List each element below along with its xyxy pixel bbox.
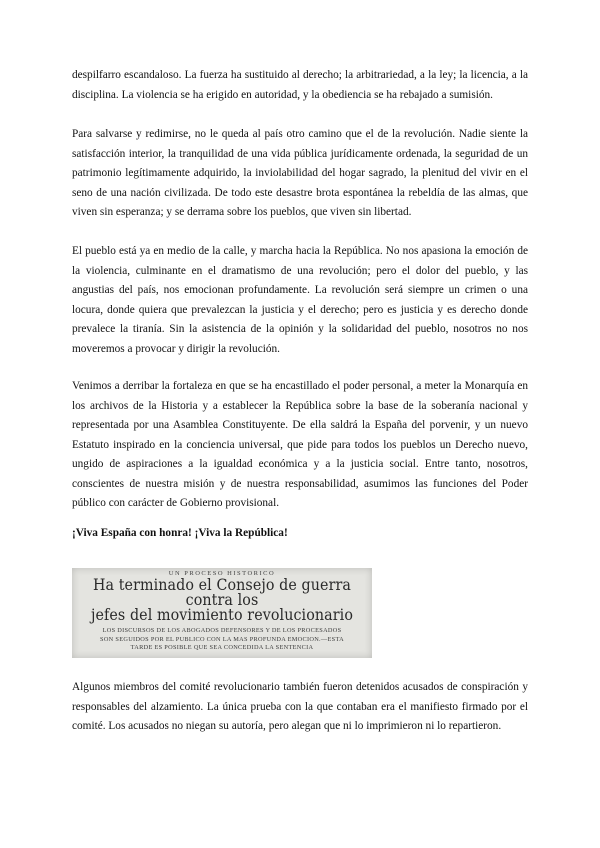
paragraph-pueblo-calle: El pueblo está ya en medio de la calle, y marcha hacia la República. No nos apasiona la emoción de la violencia, culminante en el dramatismo de una revolución; pero el dolor del pueblo, y las angustias del país, nos emocionan profundamente. La revolución será siempre un crimen o una locura, donde quiera que prevalezcan la justicia y el derecho; pero es justicia y es derecho donde prevalece la tiranía. Sin la asistencia de la opinión y la solidaridad del pueblo, nosotros no nos moveremos a provocar y dirigir la revolución. <box>72 245 528 355</box>
clipping-body-line3: TARDE ES POSIBLE QUE SEA CONCEDIDA LA SENTENCIA <box>130 644 314 651</box>
clipping-headline <box>84 578 360 623</box>
paragraph-disciplina: despilfarro escandaloso. La fuerza ha sustituido al derecho; la arbitrariedad, a la ley; la licencia, a la disciplina. La violencia se ha erigido en autoridad, y la obediencia se ha rebajado a sumisión. <box>72 69 528 101</box>
paragraph-revolucion: Para salvarse y redimirse, no le queda al país otro camino que el de la revolución. Nadie siente la satisfacción interior, la tranquilidad de una vida pública jurídicamente ordenada, la seguridad de un patrimonio legítimamente adquirido, la inviolabilidad del hogar sagrado, la plenitud del vivir en el seno de una nación civilizada. De todo este desastre brota espontánea la rebeldía de las almas, que viven sin esperanza; y se derrama sobre los pueblos, que viven sin libertad. <box>72 128 528 218</box>
paragraph-derribar-fortaleza: Venimos a derribar la fortaleza en que se ha encastillado el poder personal, a meter la Monarquía en los archivos de la Historia y a establecer la República sobre la base de la soberanía nacional y representada por una Asamblea Constituyente. De ella saldrá la España del porvenir, y un nuevo Estatuto inspirado en la conciencia universal, que pide para todos los pueblos un Derecho nuevo, ungido de aspiraciones a la igualdad económica y a la justicia social. Entre tanto, nosotros, conscientes de nuestra misión y de nuestra responsabilidad, asumimos las funciones del Poder público con carácter de Gobierno provisional. <box>72 380 528 509</box>
clipping-headline-line1: Ha terminado el Consejo de guerra contra los <box>92 576 352 609</box>
clipping-subheadline <box>72 627 372 653</box>
slogan: ¡Viva España con honra! ¡Viva la República! <box>72 527 288 539</box>
clipping-body-line2: SON SEGUIDOS POR EL PUBLICO CON LA MAS PROFUNDA EMOCION.—ESTA <box>100 635 344 643</box>
clipping-body-line1: LOS DISCURSOS DE LOS ABOGADOS DEFENSORES Y DE LOS PROCESADOS <box>102 627 342 634</box>
paragraph-comite-detenidos: Algunos miembros del comité revolucionario también fueron detenidos acusados de conspiración y responsables del alzamiento. La única prueba con la que contaban era el manifiesto firmado por el comité. Los acusados no niegan su autoría, pero alegan que ni lo imprimieron ni lo repartieron. <box>72 681 528 732</box>
clipping-headline-line2: jefes del movimiento revolucionario <box>90 606 353 624</box>
clipping-kicker: UN PROCESO HISTORICO <box>168 570 276 577</box>
newspaper-clipping-image <box>72 568 372 658</box>
